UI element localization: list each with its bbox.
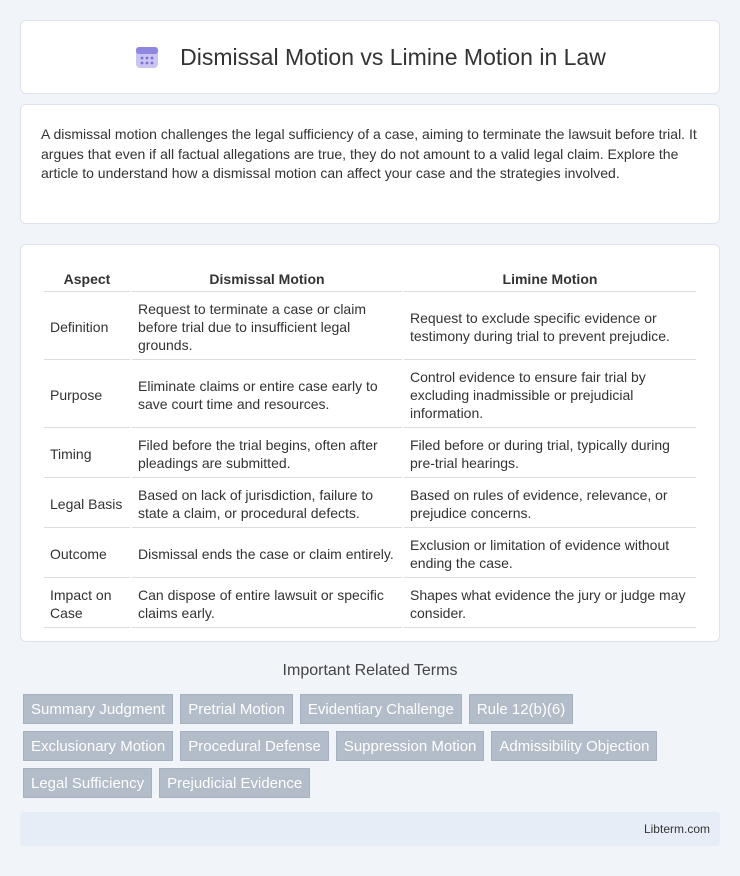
dismissal-cell: Can dispose of entire lawsuit or specific claims early. bbox=[132, 580, 402, 628]
aspect-cell: Impact on Case bbox=[44, 580, 130, 628]
limine-cell: Request to exclude specific evidence or testimony during trial to prevent prejudice. bbox=[404, 294, 696, 360]
comparison-table-card bbox=[20, 244, 720, 642]
footer-site-link[interactable]: Libterm.com bbox=[643, 822, 710, 836]
tag-admissibility-objection[interactable]: Admissibility Objection bbox=[491, 731, 657, 761]
page-title: Dismissal Motion vs Limine Motion in Law bbox=[180, 43, 606, 70]
tag-evidentiary-challenge[interactable]: Evidentiary Challenge bbox=[300, 694, 462, 724]
tag-prejudicial-evidence[interactable]: Prejudicial Evidence bbox=[159, 768, 310, 798]
table-row bbox=[44, 580, 696, 628]
table-row bbox=[44, 530, 696, 578]
tag-summary-judgment[interactable]: Summary Judgment bbox=[23, 694, 173, 724]
calendar-grid-icon bbox=[134, 44, 160, 70]
table-row bbox=[44, 430, 696, 478]
header-card bbox=[20, 20, 720, 94]
tag-procedural-defense[interactable]: Procedural Defense bbox=[180, 731, 329, 761]
header-limine-motion: Limine Motion bbox=[404, 267, 696, 292]
table-row bbox=[44, 362, 696, 428]
related-terms-title: Important Related Terms bbox=[282, 662, 458, 679]
intro-text: A dismissal motion challenges the legal sufficiency of a case, aiming to terminate the lawsuit before trial. It argues that even if all factual allegations are true, they do not amount to a valid legal claim. Explore the article to understand how a dismissal motion can affect your case and the strategies involved. bbox=[41, 126, 697, 181]
limine-cell: Shapes what evidence the jury or judge may consider. bbox=[404, 580, 696, 628]
related-terms-tags bbox=[23, 694, 723, 805]
tag-pretrial-motion[interactable]: Pretrial Motion bbox=[180, 694, 293, 724]
tag-legal-sufficiency[interactable]: Legal Sufficiency bbox=[23, 768, 152, 798]
tag-rule-12b6[interactable]: Rule 12(b)(6) bbox=[469, 694, 573, 724]
table-header-row bbox=[44, 267, 696, 292]
limine-cell: Exclusion or limitation of evidence without ending the case. bbox=[404, 530, 696, 578]
dismissal-cell: Request to terminate a case or claim before trial due to insufficient legal grounds. bbox=[132, 294, 402, 360]
aspect-cell: Legal Basis bbox=[44, 480, 130, 528]
comparison-table bbox=[42, 265, 698, 630]
aspect-cell: Outcome bbox=[44, 530, 130, 578]
table-row bbox=[44, 294, 696, 360]
intro-card bbox=[20, 104, 720, 224]
table-row bbox=[44, 480, 696, 528]
limine-cell: Based on rules of evidence, relevance, or prejudice concerns. bbox=[404, 480, 696, 528]
dismissal-cell: Filed before the trial begins, often after pleadings are submitted. bbox=[132, 430, 402, 478]
limine-cell: Filed before or during trial, typically during pre-trial hearings. bbox=[404, 430, 696, 478]
dismissal-cell: Dismissal ends the case or claim entirely. bbox=[132, 530, 402, 578]
header-dismissal-motion: Dismissal Motion bbox=[132, 267, 402, 292]
dismissal-cell: Based on lack of jurisdiction, failure to state a claim, or procedural defects. bbox=[132, 480, 402, 528]
header-aspect: Aspect bbox=[44, 267, 130, 292]
tag-exclusionary-motion[interactable]: Exclusionary Motion bbox=[23, 731, 173, 761]
limine-cell: Control evidence to ensure fair trial by excluding inadmissible or prejudicial information. bbox=[404, 362, 696, 428]
aspect-cell: Purpose bbox=[44, 362, 130, 428]
aspect-cell: Timing bbox=[44, 430, 130, 478]
dismissal-cell: Eliminate claims or entire case early to save court time and resources. bbox=[132, 362, 402, 428]
footer bbox=[20, 812, 720, 846]
tag-suppression-motion[interactable]: Suppression Motion bbox=[336, 731, 485, 761]
aspect-cell: Definition bbox=[44, 294, 130, 360]
